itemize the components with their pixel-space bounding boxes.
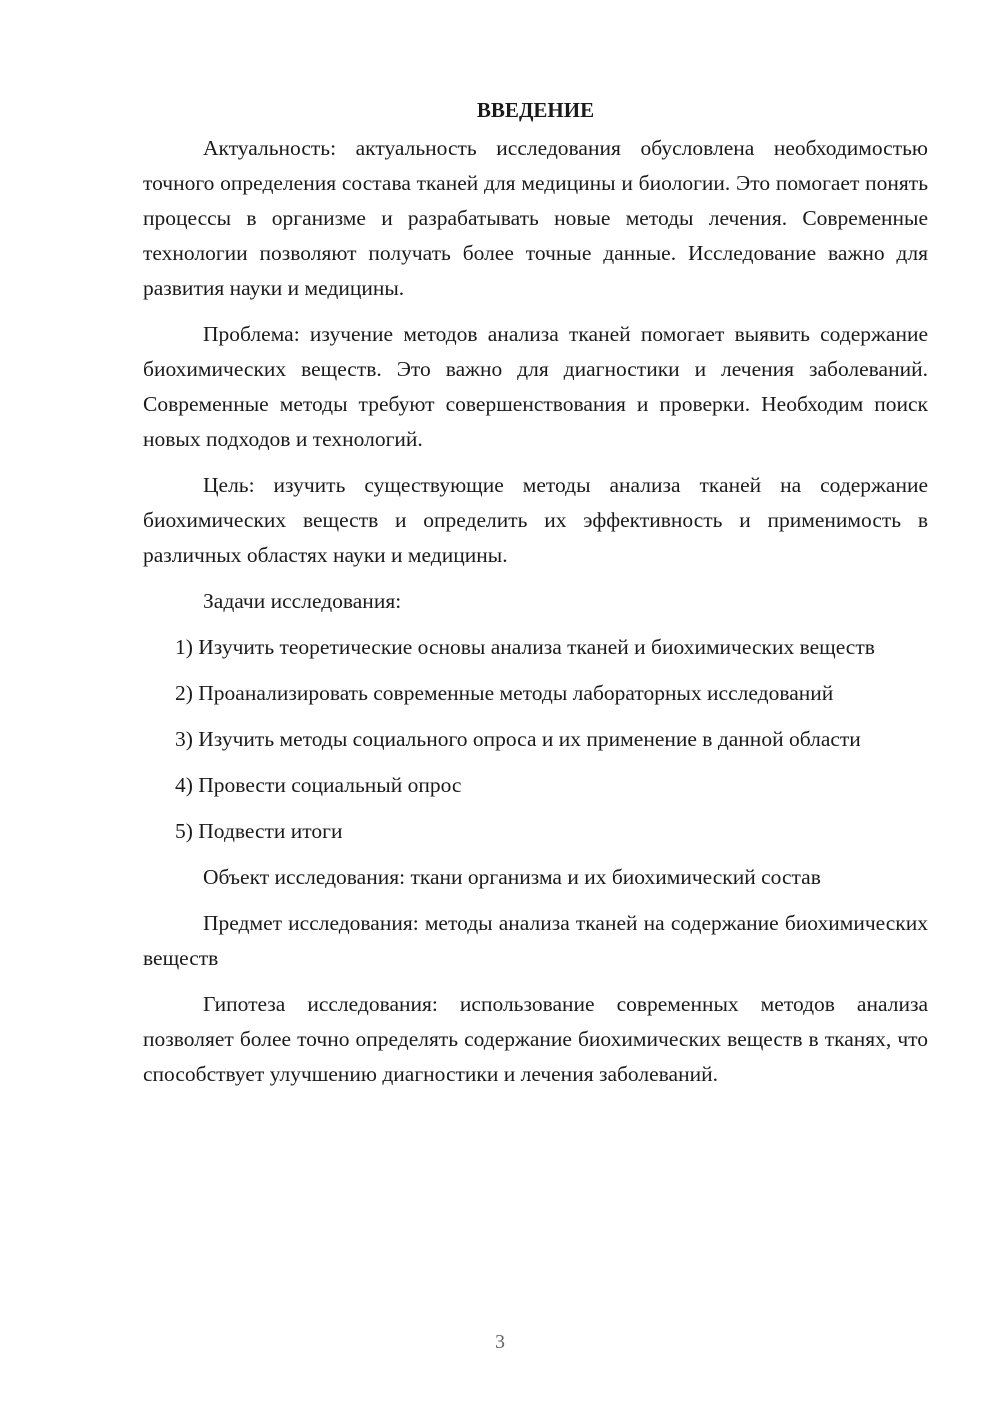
task-item-3: 3) Изучить методы социального опроса и их применение в данной области [175,727,861,751]
hypothesis-paragraph: Гипотеза исследования: использование современных методов анализа позволяет более точно определять содержание биохимических веществ в тканях, что способствует улучшению диагностики и лечения заболеваний. [143,992,928,1086]
object-paragraph: Объект исследования: ткани организма и их биохимический состав [203,865,821,889]
section-title: ВВЕДЕНИЕ [476,98,595,122]
task-item-1: 1) Изучить теоретические основы анализа тканей и биохимических веществ [175,635,875,659]
page-number: 3 [495,1331,505,1353]
tasks-heading: Задачи исследования: [203,589,402,613]
problem-paragraph: Проблема: изучение методов анализа тканей помогает выявить содержание биохимических веществ. Это важно для диагностики и лечения заболеваний. Современные методы требуют совершенствования и проверки. Необходим поиск новых подходов и технологий. [143,322,928,451]
task-item-5: 5) Подвести итоги [175,819,343,843]
task-item-2: 2) Проанализировать современные методы лабораторных исследований [175,681,834,705]
relevance-paragraph: Актуальность: актуальность исследования обусловлена необходимостью точного определения состава тканей для медицины и биологии. Это помогает понять процессы в организме и разрабатывать новые методы лечения. Современные технологии позволяют получать более точные данные. Исследование важно для развития науки и медицины. [143,136,928,300]
goal-paragraph: Цель: изучить существующие методы анализа тканей на содержание биохимических веществ и определить их эффективность и применимость в различных областях науки и медицины. [143,473,928,567]
document-page [143,92,928,1103]
task-item-4: 4) Провести социальный опрос [175,773,462,797]
subject-paragraph: Предмет исследования: методы анализа тканей на содержание биохимических веществ [143,911,928,970]
